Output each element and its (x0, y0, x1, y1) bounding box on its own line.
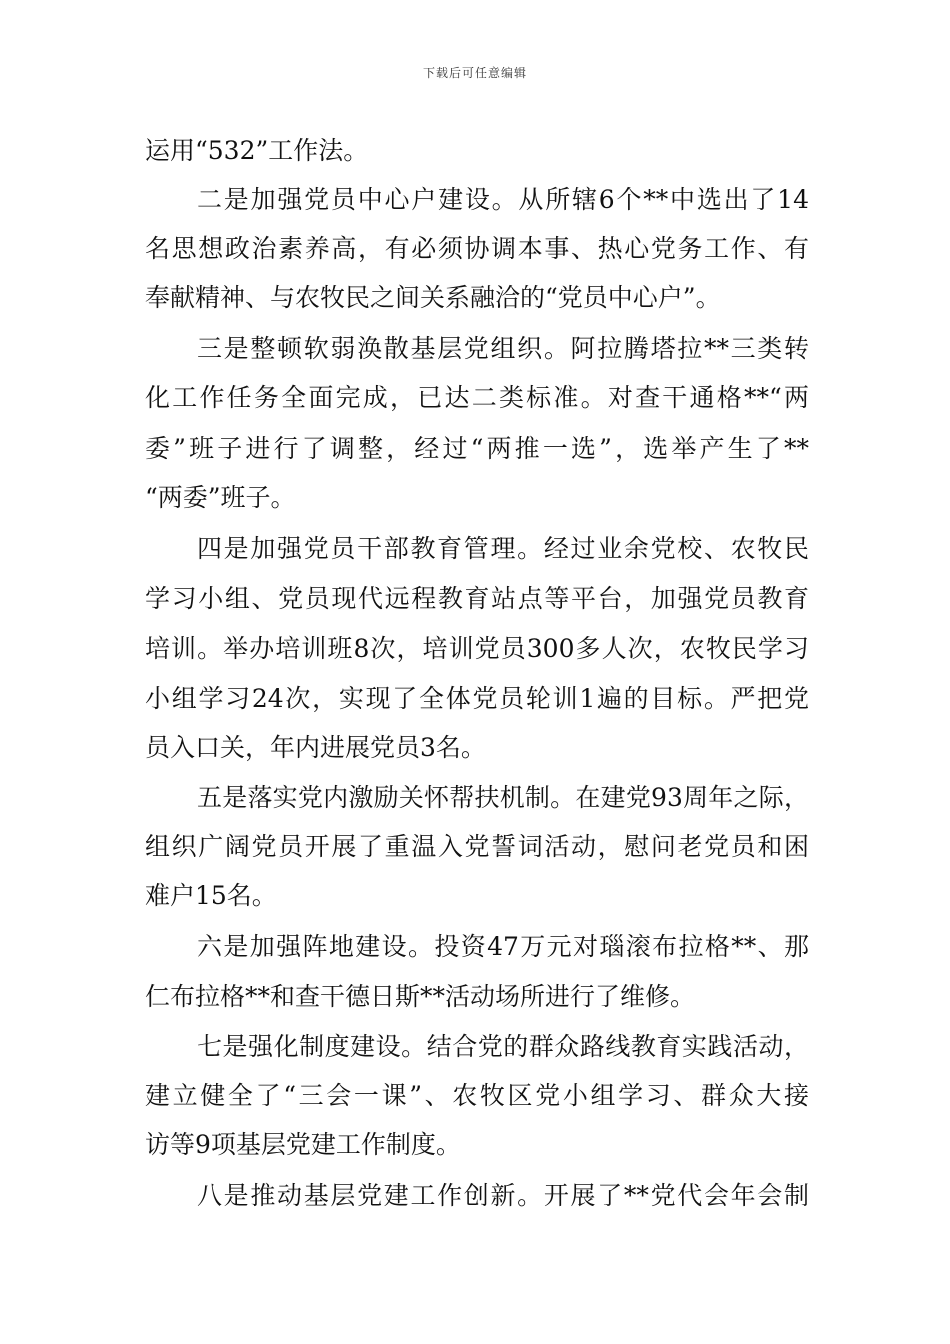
text-line: 委”班子进行了调整，经过“两推一选”，选举产生了** (145, 434, 809, 463)
text-line: 建立健全了“三会一课”、农牧区党小组学习、群众大接 (145, 1081, 809, 1110)
text-line: 名思想政治素养高，有必须协调本事、热心党务工作、有 (145, 234, 809, 263)
text-line: 奉献精神、与农牧民之间关系融洽的“党员中心户”。 (145, 283, 721, 312)
text-line: 培训。举办培训班8次，培训党员300多人次，农牧民学习 (145, 634, 809, 663)
text-line: 组织广阔党员开展了重温入党誓词活动，慰问老党员和困 (145, 832, 809, 861)
text-line: 运用“532”工作法。 (145, 136, 369, 165)
text-line: 六是加强阵地建设。投资47万元对瑙滚布拉格**、那 (197, 932, 809, 961)
text-line: 八是推动基层党建工作创新。开展了**党代会年会制 (197, 1181, 809, 1210)
text-line: 化工作任务全面完成，已达二类标准。对查干通格**“两 (145, 383, 809, 412)
text-line: 七是强化制度建设。结合党的群众路线教育实践活动， (197, 1032, 809, 1061)
text-line: 员入口关，年内进展党员3名。 (145, 733, 486, 762)
text-line: 难户15名。 (145, 881, 277, 910)
text-line: 四是加强党员干部教育管理。经过业余党校、农牧民 (197, 534, 809, 563)
text-line: 二是加强党员中心户建设。从所辖6个**中选出了14 (197, 185, 809, 214)
text-line: 学习小组、党员现代远程教育站点等平台，加强党员教育 (145, 584, 809, 613)
text-line: 五是落实党内激励关怀帮扶机制。在建党93周年之际， (197, 783, 809, 812)
text-line: 三是整顿软弱涣散基层党组织。阿拉腾塔拉**三类转 (197, 334, 809, 363)
text-line: 小组学习24次，实现了全体党员轮训1遍的目标。严把党 (145, 684, 809, 713)
text-line: 访等9项基层党建工作制度。 (145, 1130, 461, 1159)
page-header: 下载后可任意编辑 (422, 66, 527, 80)
text-line: 仁布拉格**和查干德日斯**活动场所进行了维修。 (145, 982, 696, 1011)
text-line: “两委”班子。 (145, 483, 296, 512)
